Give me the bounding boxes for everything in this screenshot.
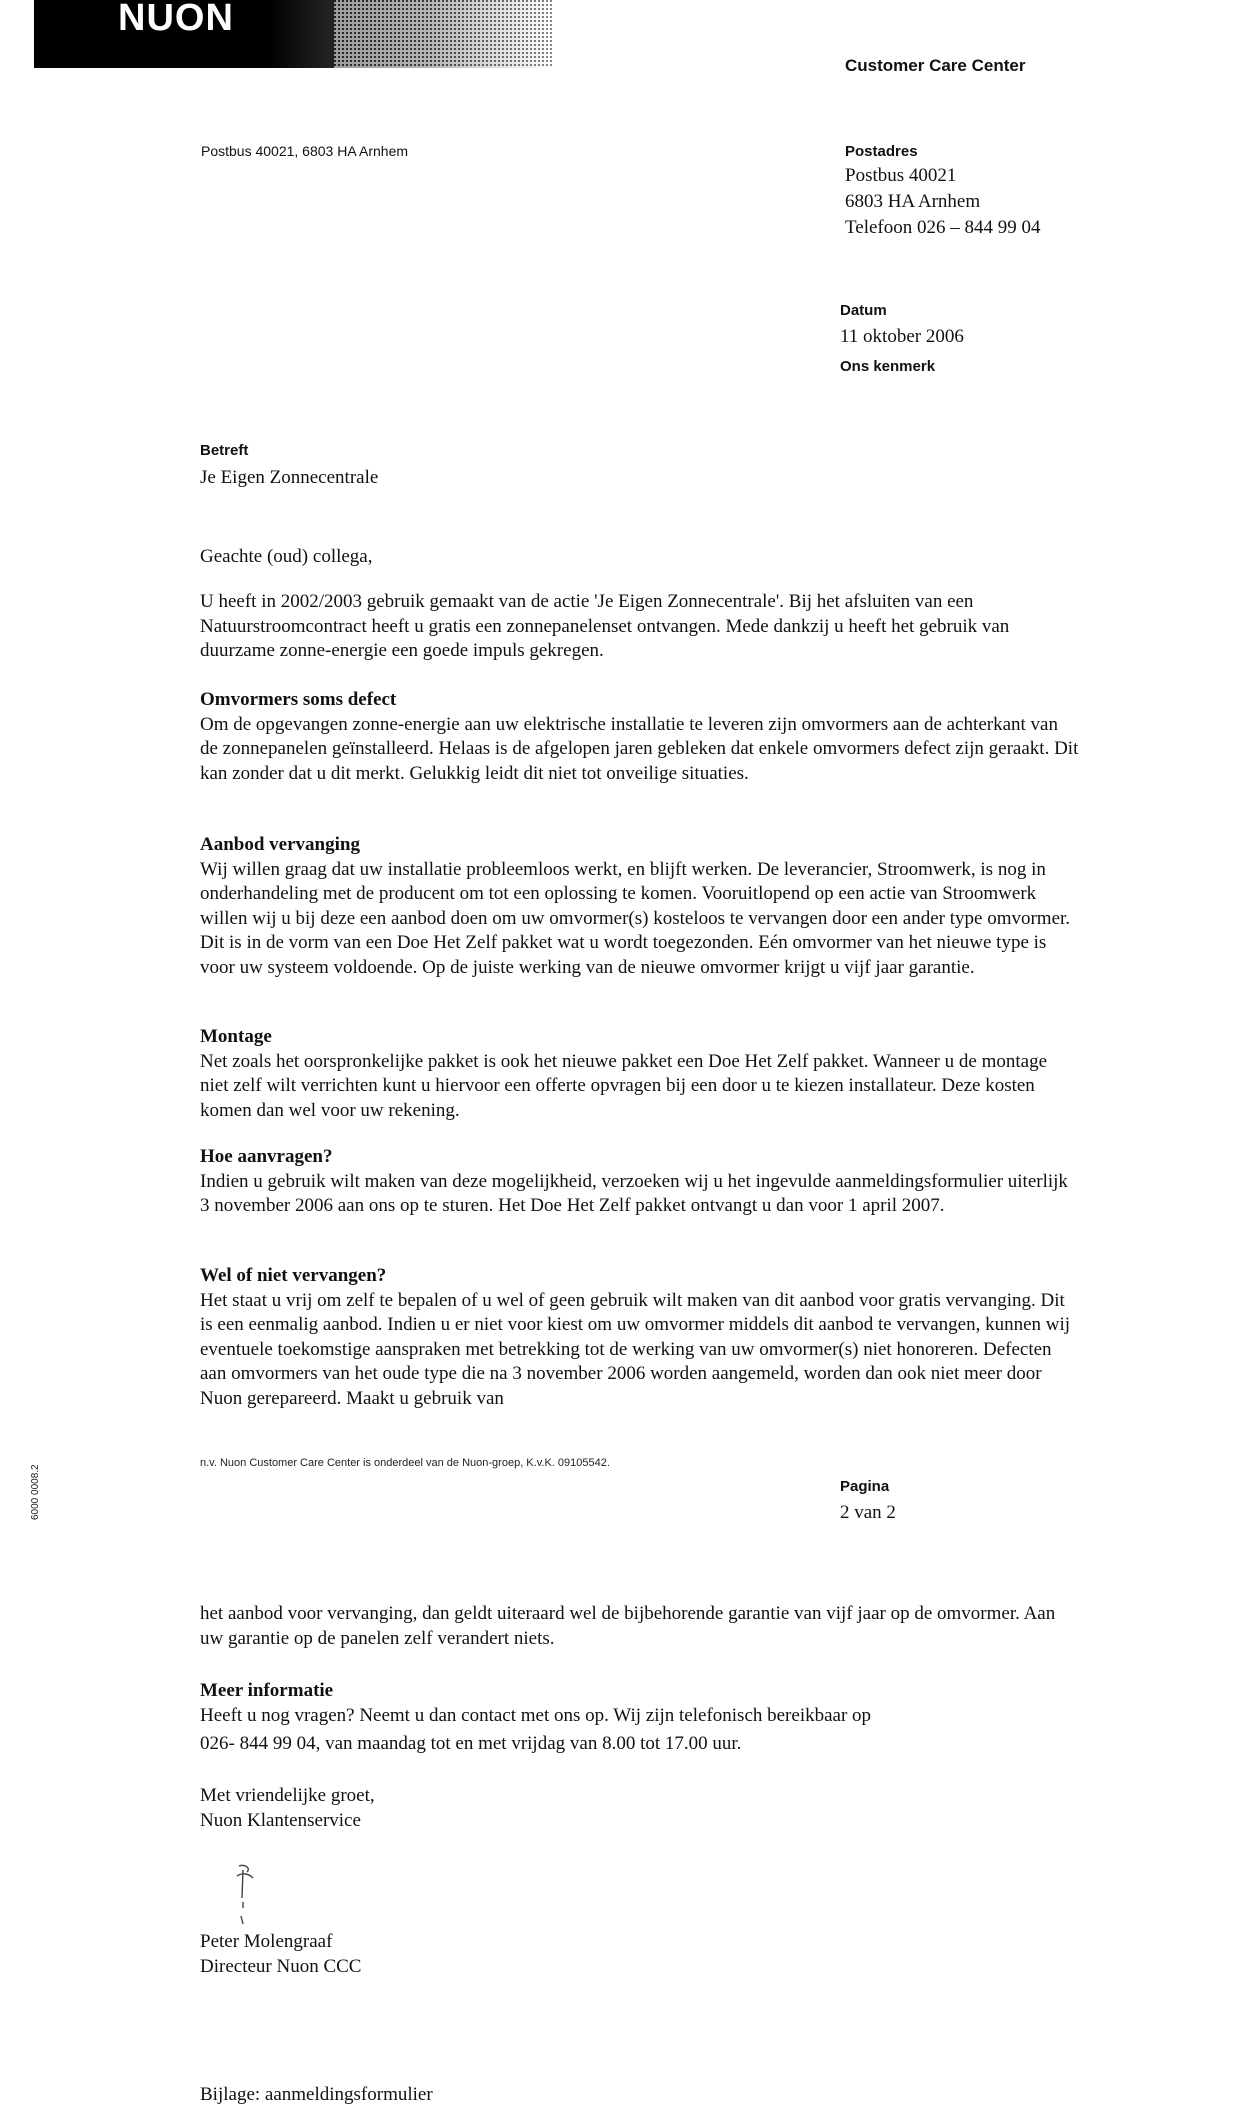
section-text: Net zoals het oorspronkelijke pakket is ook het nieuwe pakket een Doe Het Zelf pakket. Wanneer u de montage niet zelf wilt verrichten kunt u hiervoor een offerte opvragen bij een door u te kiezen installateur. Deze kosten komen dan wel voor uw rekening. bbox=[200, 1050, 1048, 1121]
section-omvormers bbox=[200, 688, 1080, 786]
closing-line-2: Nuon Klantenservice bbox=[200, 1809, 361, 1831]
reference-label: Ons kenmerk bbox=[840, 358, 936, 375]
signatory-name: Peter Molengraaf bbox=[200, 1931, 333, 1952]
nuon-logo-band bbox=[34, 0, 554, 68]
salutation: Geachte (oud) collega, bbox=[200, 546, 373, 567]
closing bbox=[200, 1784, 1080, 1833]
section-heading: Aanbod vervanging bbox=[200, 834, 360, 855]
section-text: Indien u gebruik wilt maken van deze mogelijkheid, verzoeken wij u het ingevulde aanmeldingsformulier uiterlijk 3 november 2006 aan ons op te sturen. Het Doe Het Zelf pakket ontvangt u dan voor 1 april 2007. bbox=[200, 1170, 1068, 1216]
section-aanbod bbox=[200, 833, 1080, 980]
section-vervangen bbox=[200, 1264, 1080, 1411]
more-info-line-2: 026- 844 99 04, van maandag tot en met vrijdag van 8.00 tot 17.00 uur. bbox=[200, 1733, 742, 1754]
department-name: Customer Care Center bbox=[845, 56, 1026, 75]
intro-text: U heeft in 2002/2003 gebruik gemaakt van de actie 'Je Eigen Zonnecentrale'. Bij het afsluiten van een Natuurstroomcontract heeft u gratis een zonnepanelenset ontvangen. Mede dankzij u heeft het gebruik van duurzame zonne-energie een goede impuls gekregen. bbox=[200, 591, 1010, 661]
footer-note: n.v. Nuon Customer Care Center is onderdeel van de Nuon-groep, K.v.K. 09105542. bbox=[200, 1457, 610, 1469]
page-label: Pagina bbox=[840, 1478, 890, 1495]
signatory bbox=[200, 1930, 1080, 1979]
section-more-info bbox=[200, 1679, 1080, 1757]
signature-mark bbox=[225, 1858, 275, 1928]
return-address: Postbus 40021, 6803 HA Arnhem bbox=[201, 143, 409, 159]
postal-line-1: Postbus 40021 bbox=[845, 165, 957, 186]
subject-value: Je Eigen Zonnecentrale bbox=[200, 467, 379, 488]
section-heading: Omvormers soms defect bbox=[200, 689, 397, 710]
page-number: 2 van 2 bbox=[840, 1502, 896, 1523]
signatory-title: Directeur Nuon CCC bbox=[200, 1955, 362, 1977]
attachment-note: Bijlage: aanmeldingsformulier bbox=[200, 2084, 433, 2105]
margin-code-wrap bbox=[30, 1440, 50, 1520]
postal-label: Postadres bbox=[845, 143, 918, 160]
continuation-text: het aanbod voor vervanging, dan geldt uiteraard wel de bijbehorende garantie van vijf jaar op de omvormer. Aan uw garantie op de panelen zelf verandert niets. bbox=[200, 1603, 1056, 1649]
margin-code: 6000 0008.2 bbox=[30, 1464, 41, 1520]
section-heading: Meer informatie bbox=[200, 1680, 334, 1701]
section-text: Het staat u vrij om zelf te bepalen of u wel of geen gebruik wilt maken van dit aanbod voor gratis vervanging. Dit is een eenmalig aanbod. Indien u er niet voor kiest om uw omvormer middels dit aanbod te vervangen, kunnen wij eventuele toekomstige aanspraken met betrekking tot de werking van uw omvormer(s) niet honoreren. Defecten aan omvormers van het oude type die na 3 november 2006 worden aangemeld, worden dan ook niet meer door Nuon gerepareerd. Maakt u gebruik van bbox=[200, 1289, 1071, 1409]
date-value: 11 oktober 2006 bbox=[840, 326, 964, 347]
section-heading: Montage bbox=[200, 1026, 272, 1047]
section-heading: Wel of niet vervangen? bbox=[200, 1265, 387, 1286]
closing-line-1: Met vriendelijke groet, bbox=[200, 1785, 375, 1806]
section-montage bbox=[200, 1025, 1080, 1123]
nuon-logo: NUON bbox=[118, 0, 234, 39]
continuation-paragraph bbox=[200, 1602, 1080, 1651]
postal-phone: Telefoon 026 – 844 99 04 bbox=[845, 217, 1041, 238]
subject-label: Betreft bbox=[200, 442, 249, 459]
section-aanvragen bbox=[200, 1145, 1080, 1219]
date-label: Datum bbox=[840, 302, 887, 319]
section-heading: Hoe aanvragen? bbox=[200, 1146, 333, 1167]
section-text: Om de opgevangen zonne-energie aan uw elektrische installatie te leveren zijn omvormers aan de achterkant van de zonnepanelen geïnstalleerd. Helaas is de afgelopen jaren gebleken dat enkele omvormers defect zijn geraakt. Dit kan zonder dat u dit merkt. Gelukkig leidt dit niet tot onveilige situaties. bbox=[200, 713, 1079, 784]
postal-line-2: 6803 HA Arnhem bbox=[845, 191, 981, 212]
intro-paragraph bbox=[200, 590, 1080, 664]
section-text: Wij willen graag dat uw installatie probleemloos werkt, en blijft werken. De leverancier, Stroomwerk, is nog in onderhandeling met de producent om tot een oplossing te komen. Vooruitlopend op een actie van Stroomwerk willen wij u bij deze een aanbod doen om uw omvormer(s) kosteloos te vervangen door een ander type omvormer. Dit is in de vorm van een Doe Het Zelf pakket wat u wordt toegezonden. Eén omvormer van het nieuwe type is voor uw systeem voldoende. Op de juiste werking van de nieuwe omvormer krijgt u vijf jaar garantie. bbox=[200, 858, 1071, 978]
more-info-line-1: Heeft u nog vragen? Neemt u dan contact met ons op. Wij zijn telefonisch bereikbaar op bbox=[200, 1704, 872, 1726]
